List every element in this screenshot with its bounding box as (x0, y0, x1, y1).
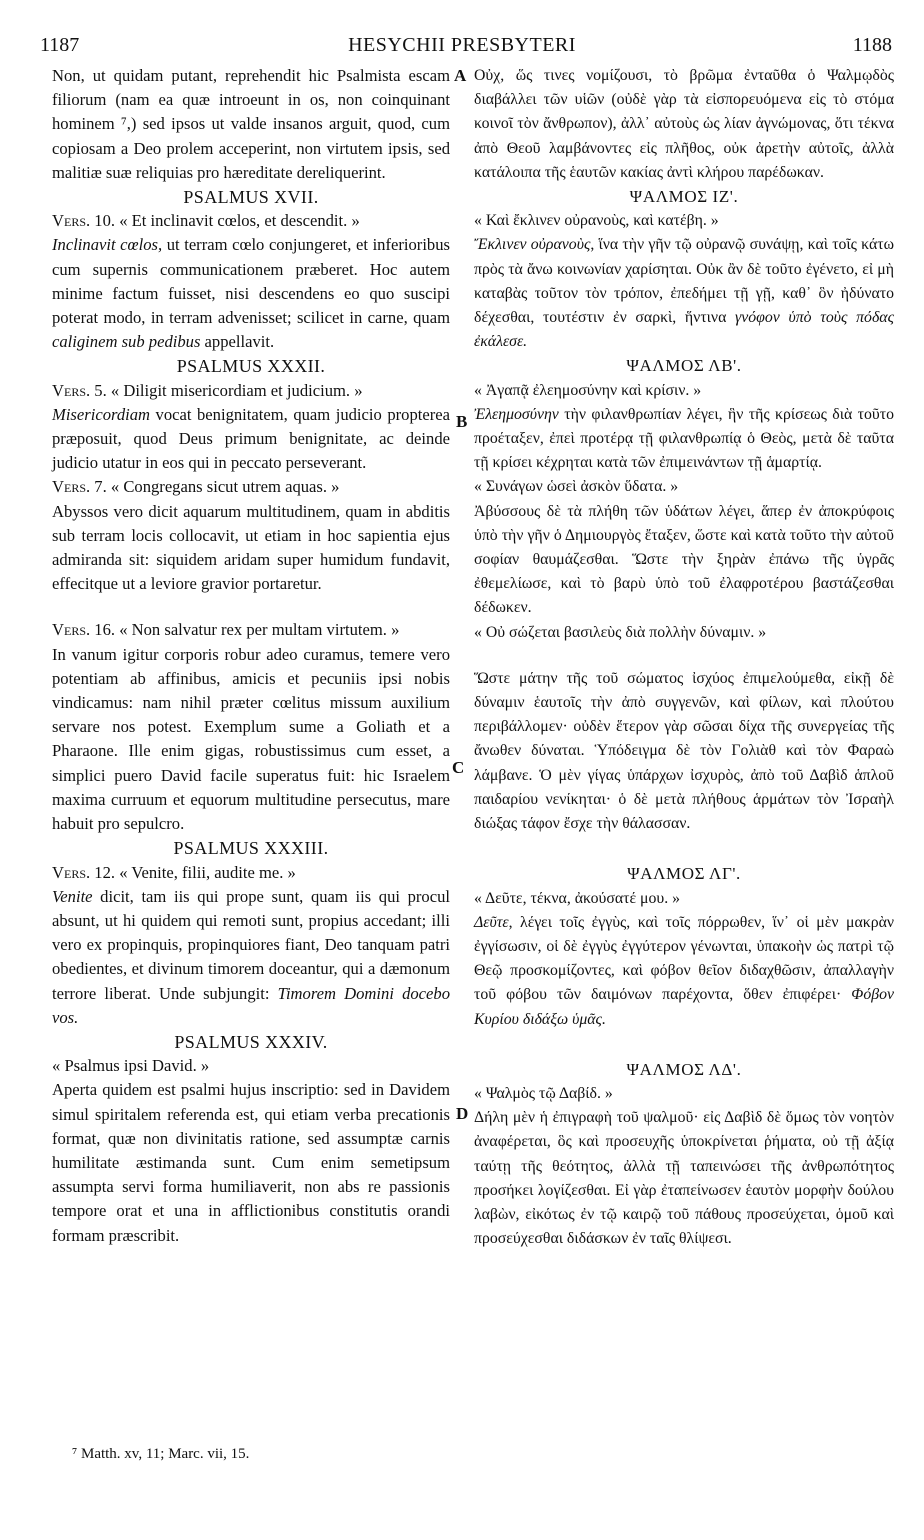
latin-psalm-17-commentary (52, 233, 450, 354)
verse-label: Vers. 10. (52, 211, 116, 231)
verse-label: Vers. 7. (52, 477, 107, 497)
running-title: HESYCHII PRESBYTERI (348, 34, 576, 56)
verse-label: Vers. 16. (52, 620, 116, 640)
greek-intro-paragraph: Οὐχ, ὥς τινες νομίζουσι, τὸ βρῶμα ἐνταῦθα ὁ Ψαλμῳδὸς διαβάλλει τῶν υἱῶν (οὐδὲ γὰρ τὰ εἰσπορευόμενα εἰς τὸ στόμα κοινοῖ τὸν ἄνθρωπον), ἀλλ᾿ αὐτοὺς ὡς λίαν ἀγνώμονας, ὅτι τέκνα ἀπὸ Θεοῦ λαμβάνοντες εἰς πλῆθος, οὐκ ἀρετὴν αὐτοῖς, ἀλλὰ κατάλοιπα τῆς ἑαυτῶν κακίας ἀντὶ κλήρου παρέδωκαν. (474, 67, 894, 181)
greek-psalm-32-lemma-5: « Ἀγαπᾷ ἐλεημοσύνην καὶ κρίσιν. » (474, 381, 702, 399)
greek-psalm-33-heading: ΨΑΛΜΟΣ ΛΓ'. (627, 864, 741, 884)
greek-psalm-32-heading: ΨΑΛΜΟΣ ΛΒ'. (626, 356, 742, 376)
commentary-lemma: Venite (52, 886, 93, 906)
verse-lemma: « Venite, filii, audite me. » (119, 862, 296, 882)
commentary-text: vocat benignitatem, quam judicio propterea præposuit, quod Deus primum benignitate, ac deinde judicio utatur in eos qui in peccato perseverant. (52, 404, 450, 473)
verse-lemma: « Congregans sicut utrem aquas. » (110, 477, 340, 497)
latin-psalm-34-lemma: « Psalmus ipsi David. » (52, 1056, 210, 1076)
latin-psalm-32-verse-5 (52, 379, 450, 403)
commentary-text-end: appellavit. (200, 332, 275, 352)
page-number-right: 1188 (852, 34, 892, 56)
verse-lemma: « Non salvatur rex per multam virtutem. » (119, 620, 400, 640)
greek-psalm-33-lemma: « Δεῦτε, τέκνα, ἀκούσατέ μου. » (474, 889, 681, 907)
greek-psalm-34-heading: ΨΑΛΜΟΣ ΛΔ'. (626, 1059, 742, 1079)
latin-psalm-33-verse (52, 861, 450, 885)
commentary-lemma: Inclinavit cœlos, (52, 235, 163, 255)
latin-psalm-32-heading: PSALMUS XXXII. (176, 356, 326, 377)
commentary-quote: Timorem Domini docebo vos. (52, 983, 450, 1027)
greek-psalm-34-commentary: Δήλη μὲν ἡ ἐπιγραφὴ τοῦ ψαλμοῦ· εἰς Δαβὶδ δὲ ὅμως τὸν νοητὸν ἀναφέρεται, ὃς καὶ προσευχῆς ὑποκρίνεται ῥήματα, οὐ τῇ ἀξίᾳ ταύτῃ τῆς θεότητος, ἀλλὰ τῇ ταπεινώσει τῆς ἀνθρωπότητος προσήκει λογίζεσθαι. Εἰ γὰρ ἐταπείνωσεν ἑαυτὸν μορφὴν δούλου λαβὼν, εἰκότως ἐν τῷ καιρῷ τοῦ πάθους προσεύχεται, ὁμοῦ καὶ προσεύχεσθαι διδάσκων ἐν ταῖς θλίψεσι. (474, 1109, 894, 1248)
verse-lemma: « Diligit misericordiam et judicium. » (110, 380, 363, 400)
latin-psalm-32-verse-7 (52, 475, 450, 499)
verse-label: Vers. 12. (52, 862, 116, 882)
greek-psalm-33-commentary (474, 911, 894, 1032)
latin-psalm-32-commentary-7: Abyssos vero dicit aquarum multitudinem, quam in abditis sub terram locis collocavit, ut etiam in hoc sapientia ejus admiranda sit: siquidem aridam super humidum fundavit, effecitque ut a leviore gravior portaretur. (52, 501, 450, 594)
page-header (0, 0, 924, 58)
latin-psalm-17-verse (52, 209, 450, 233)
commentary-quote: caliginem sub pedibus (52, 332, 201, 352)
greek-psalm-32-lemma-16: « Οὐ σώζεται βασιλεὺς διὰ πολλὴν δύναμιν. » (474, 623, 767, 641)
verse-label: Vers. 5. (52, 380, 107, 400)
commentary-text: ut terram cœlo conjungeret, et inferioribus cum supernis communicationem præberet. Hoc autem minime factum fuisset, nisi descendens eo quo suscipi poterat modo, in terram advenisset; scilicet in carne, quam (52, 235, 450, 328)
latin-psalm-17-heading: PSALMUS XVII. (183, 187, 319, 208)
greek-psalm-32-commentary-5 (474, 403, 894, 476)
greek-column (474, 64, 894, 1251)
commentary-lemma: Δεῦτε (474, 913, 509, 931)
commentary-text: , λέγει τοῖς ἐγγὺς, καὶ τοῖς πόρρωθεν, ἵν᾿ οἱ μὲν μακρὰν ἐγγίσωσιν, οἱ δὲ ἐγγὺς ἐγγύτερον γένωνται, ὑπακοὴν ὡς πατρὶ τῷ Θεῷ προσκομίζοντες, καὶ φόβον θεῖον διδαχθῶσιν, ἀπαλλαγὴν τοῦ φόβου τῶν δαιμόνων παρέχοντα, ὅθεν ἐπιφέρει· (474, 913, 894, 1004)
footnote: ⁷ Matth. xv, 11; Marc. vii, 15. (72, 1446, 250, 1462)
latin-psalm-33-heading: PSALMUS XXXIII. (173, 838, 329, 859)
page-number-left: 1187 (40, 34, 80, 56)
commentary-text: τὴν φιλανθρωπίαν λέγει, ἣν τῆς κρίσεως διὰ τοῦτο προέταξεν, ἐπεὶ προτέρᾳ τῇ φιλανθρωπίᾳ ὁ Θεὸς, μετὰ δὲ ταῦτα τῇ κρίσει κέχρηται κατὰ τῶν ἐπιμεινάντων τῇ ἁμαρτίᾳ. (474, 405, 894, 472)
commentary-lemma: Ἐλεημοσύνην (474, 405, 559, 423)
section-marker-c: C (452, 758, 465, 777)
latin-psalm-32-commentary-16: In vanum igitur corporis robur adeo curamus, temere vero potentiam ab affinibus, amicis et pecuniis ipsi nobis vindicamus: nam nihil præter cœlitus missum auxilium servare nos potest. Exemplum sume a Goliath et a Pharaone. Ille enim gigas, robustissimus cum esset, a simplici puero David facile superatus fuit: hic Israelem maxima curruum et equorum multitudine persecutus, mare habuit pro sepulcro. (52, 644, 450, 834)
latin-column (52, 64, 450, 1248)
section-marker-a: A (454, 66, 467, 85)
greek-psalm-32-commentary-7: Ἀβύσσους δὲ τὰ πλήθη τῶν ὑδάτων λέγει, ἅπερ ἐν ἀποκρύφοις ὑπὸ τὴν γῆν ὁ Δημιουργὸς ἔταξεν, ὥστε καὶ κατὰ τοῦτο τὴν αὐτοῦ σοφίαν θαυμάζεσθαι. Ὥστε τὴν ξηρὰν ἐπάνω τῆς ὑγρᾶς ἐθεμελίωσε, καὶ τὸ βαρὺ ὑπὸ τοῦ ἐλαφροτέρου βαστάζεσθαι δέδωκεν. (474, 502, 894, 617)
commentary-quote: Φόβον Κυρίου διδάξω ὑμᾶς. (474, 986, 894, 1028)
commentary-text: , ἵνα τὴν γῆν τῷ οὐρανῷ συνάψῃ, καὶ τοῖς κάτω πρὸς τὰ ἄνω κοινωνίαν χαρίσηται. Οὐκ ἂν δὲ τοῦτο ἐγένετο, εἰ μὴ καταβὰς τοῦτον τὸν τρόπον, ἐπεδήμει τῇ γῇ, καθ᾿ ὃν ἠδύνατο δέχεσθαι, τουτέστιν ἐν σαρκὶ, ἥντινα (474, 236, 894, 327)
latin-psalm-33-commentary (52, 885, 450, 1030)
greek-psalm-17-commentary (474, 233, 894, 354)
commentary-text: dicit, tam iis qui prope sunt, quam iis qui procul absunt, ut hi quidem qui remoti sunt, propius accedant; illi vero ex propinquis, propinquiores fiant, Deo tanquam patri obedientes, et divinum timorem doceantur, qui a dæmonum terrore liberat. Unde subjungit: (52, 886, 450, 1003)
greek-psalm-32-lemma-7: « Συνάγων ὡσεὶ ἀσκὸν ὕδατα. » (474, 478, 679, 496)
latin-psalm-32-commentary-5 (52, 403, 450, 476)
greek-psalm-34-lemma: « Ψαλμὸς τῷ Δαβίδ. » (474, 1084, 613, 1102)
commentary-lemma: Misericordiam (52, 404, 151, 424)
greek-psalm-32-commentary-16: Ὥστε μάτην τῆς τοῦ σώματος ἰσχύος ἐπιμελούμεθα, εἰκῇ δὲ δύναμιν ἑαυτοῖς τὴν ἀπὸ συγγενῶν, καὶ φίλων, καὶ πλούτου περιβάλλομεν· οὐδὲν ἕτερον γὰρ σῶσαι δίχα τῆς συνεργείας τῆς ἄνωθεν δύναται. Ὑπόδειγμα δὲ τὸν Γολιὰθ καὶ τὸν Φαραὼ λάμβανε. Ὁ μὲν γίγας ὑπάρχων ἰσχυρὸς, ἀπὸ τοῦ Δαβὶδ ἁπλοῦ παιδαρίου νενίκηται· ὁ δὲ μετὰ πλήθους ἁρμάτων τὸν Ἰσραὴλ διώξας τάφον ἔσχε τὴν θάλασσαν. (474, 669, 894, 833)
latin-psalm-32-verse-16 (52, 618, 450, 642)
section-marker-b: B (456, 412, 468, 431)
latin-psalm-34-commentary: Aperta quidem est psalmi hujus inscriptio: sed in Davidem simul spiritalem referenda est, qui etiam verba precationis format, quæ non divinitatis ratione, sed assumptæ carnis humilitate æstimanda sunt. Cum enim semetipsum assumpta servi forma humiliaverit, non abs re passionis tempore orat et una in afflictionibus constitutis orandi formam præscribit. (52, 1080, 450, 1245)
section-marker-d: D (456, 1104, 469, 1123)
commentary-lemma: Ἔκλινεν οὐρανοὺς (474, 236, 591, 254)
greek-psalm-17-lemma: « Καὶ ἔκλινεν οὐρανοὺς, καὶ κατέβη. » (474, 212, 719, 230)
latin-intro-paragraph: Non, ut quidam putant, reprehendit hic Psalmista escam filiorum (nam ea quæ introeunt in os, non coinquinant hominem ⁷,) sed ipsos ut valde insanos arguit, quod, cum copiosam a Deo prolem acceperint, non virtutem ipsis, sed malitiæ suæ reliquias pro hæreditate dereliquerint. (52, 66, 450, 182)
commentary-quote: γνόφον ὑπὸ τοὺς πόδας ἐκάλεσε. (474, 309, 894, 351)
verse-lemma: « Et inclinavit cœlos, et descendit. » (119, 211, 360, 231)
greek-psalm-17-heading: ΨΑΛΜΟΣ ΙΖ'. (629, 187, 739, 207)
latin-psalm-34-heading: PSALMUS XXXIV. (174, 1031, 328, 1052)
